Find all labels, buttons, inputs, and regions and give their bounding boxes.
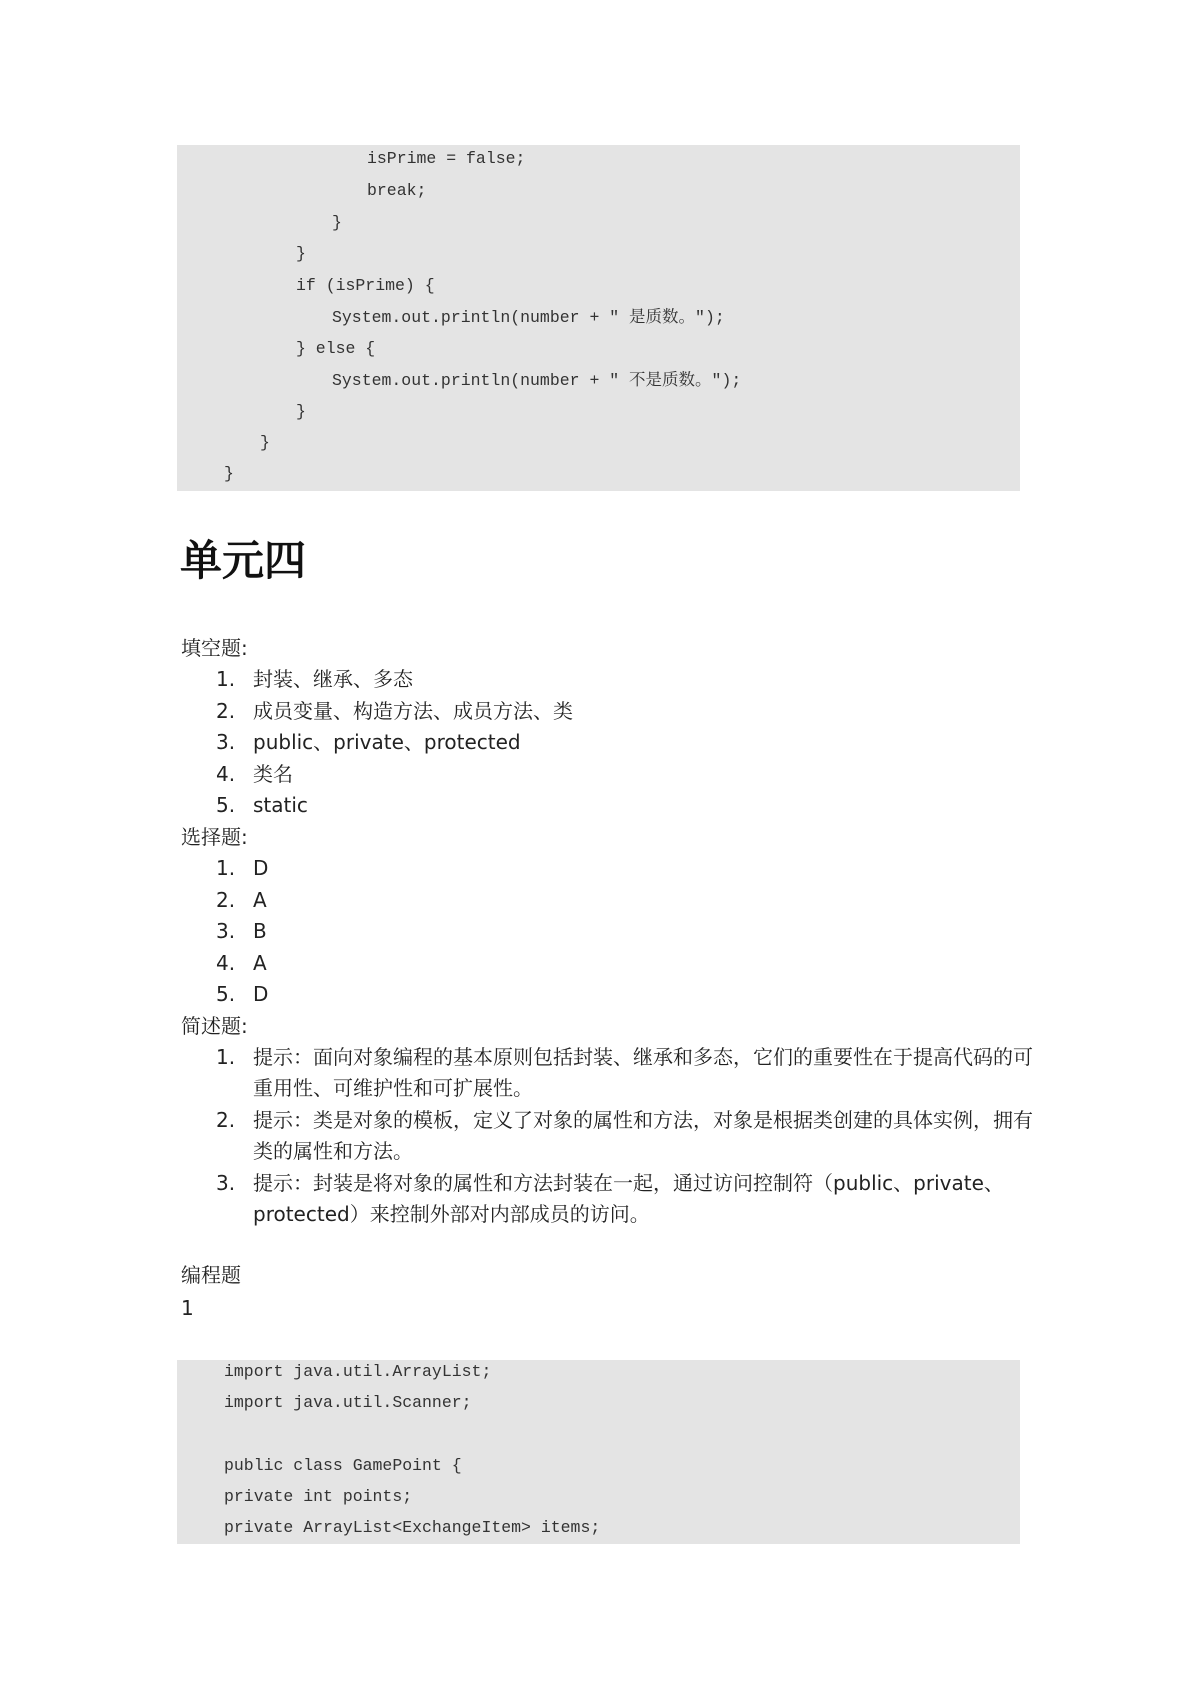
list-item: 1. 封装、继承、多态	[216, 667, 413, 691]
code-line: }	[224, 464, 234, 483]
code-line: }	[296, 402, 306, 421]
choice-label: 选择题:	[181, 825, 248, 849]
list-item: 5. static	[216, 793, 308, 817]
code-line: private ArrayList<ExchangeItem> items;	[224, 1518, 601, 1537]
code-line: isPrime = false;	[367, 149, 526, 168]
short-answer-label: 简述题:	[181, 1014, 248, 1038]
code-line: public class GamePoint {	[224, 1456, 462, 1475]
programming-number: 1	[181, 1296, 194, 1320]
code-line: }	[332, 213, 342, 232]
code-line: import java.util.ArrayList;	[224, 1362, 492, 1381]
section-title: 单元四	[180, 536, 307, 585]
fill-blank-label: 填空题:	[181, 636, 248, 660]
code-line: System.out.println(number + " 是质数。");	[332, 308, 725, 327]
list-item: 3. B	[216, 919, 267, 943]
programming-label: 编程题	[181, 1263, 241, 1287]
list-item: 3. public、private、protected	[216, 730, 521, 754]
code-block-2	[177, 1360, 1020, 1544]
code-block-1	[177, 145, 1020, 491]
code-line: if (isPrime) {	[296, 276, 435, 295]
code-line: break;	[367, 181, 427, 200]
list-item: 3. 提示：封装是将对象的属性和方法封装在一起，通过访问控制符（public、private、protected）来控制外部对内部成员的访问。	[216, 1171, 1004, 1226]
list-item: 1. D	[216, 856, 269, 880]
list-item: 2. A	[216, 888, 267, 912]
list-item: 4. A	[216, 951, 267, 975]
list-item: 2. 成员变量、构造方法、成员方法、类	[216, 699, 573, 723]
code-line: private int points;	[224, 1487, 413, 1506]
list-item: 2. 提示：类是对象的模板，定义了对象的属性和方法，对象是根据类创建的具体实例，拥有类的属性和方法。	[216, 1108, 1033, 1163]
code-line: System.out.println(number + " 不是质数。");	[332, 371, 742, 390]
list-item: 5. D	[216, 982, 269, 1006]
code-line: import java.util.Scanner;	[224, 1393, 472, 1412]
list-item: 4. 类名	[216, 762, 293, 786]
list-item: 1. 提示：面向对象编程的基本原则包括封装、继承和多态，它们的重要性在于提高代码的可重用性、可维护性和可扩展性。	[216, 1045, 1033, 1100]
code-line: }	[296, 244, 306, 263]
code-line: }	[260, 433, 270, 452]
code-line: } else {	[296, 339, 376, 358]
